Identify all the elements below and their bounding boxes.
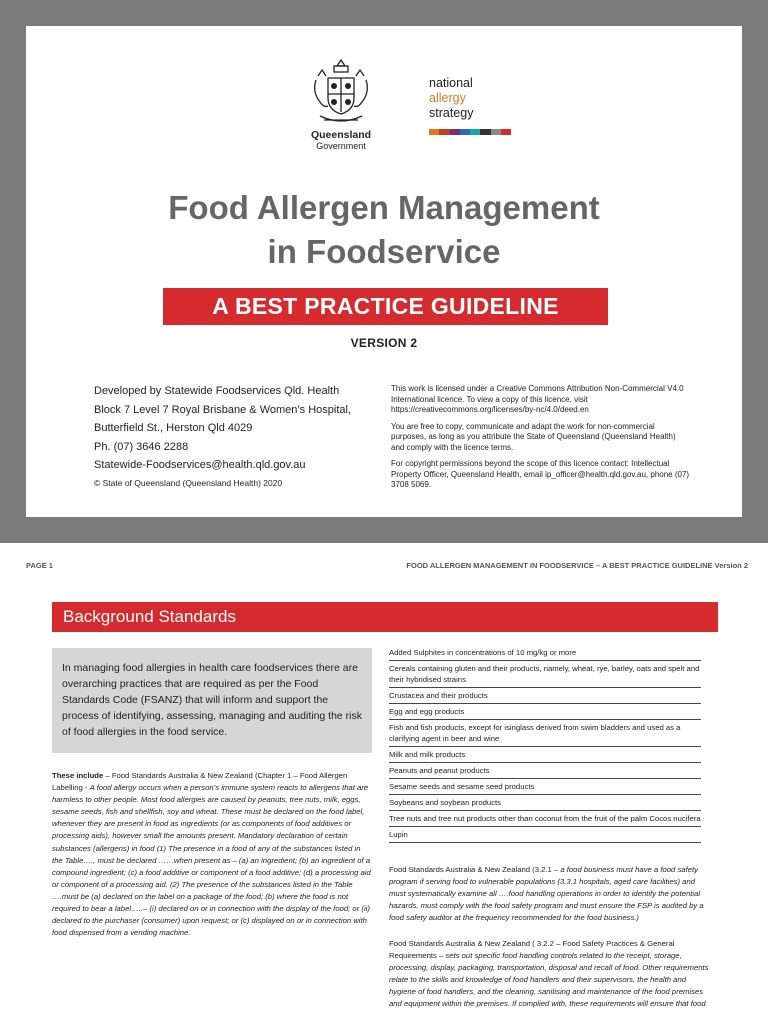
allergen-list [389,645,701,843]
list-item: Lupin [389,827,701,843]
cover-page [26,26,742,517]
copyright-notice: © State of Queensland (Queensland Health) 2020 [94,478,283,488]
nas-color-stripe [439,129,449,135]
nas-line-2: allergy [429,91,466,105]
nas-line-3: strategy [429,106,474,120]
government-wordmark: Government [316,141,366,151]
section-heading: Background Standards [52,602,718,632]
developer-contact-block [94,382,374,475]
list-item: Crustacea and their products [389,688,701,704]
licence-paragraph: You are free to copy, communicate and adapt the work for non-commercial purposes, as long as you attribute the State of Queensland (Queensland Health) and comply with the licence terms. [391,421,676,452]
list-item: Peanuts and peanut products [389,763,701,779]
nas-color-stripe [501,129,511,135]
food-safety-practices-paragraph [389,938,711,1011]
list-item: Added Sulphites in concentrations of 10 mg/kg or more [389,645,701,661]
queensland-government-logo [296,56,386,176]
intro-callout: In managing food allergies in health care foodservices there are overarching practices that are required as per the Food Standards Code (FSANZ) that will inform and support the process of identifying, assessing, managing and auditing the risk of food allergies in the food service. [52,648,372,753]
running-version: Version 2 [714,561,748,570]
list-item: Cereals containing gluten and their products, namely, wheat, rye, barley, oats and spelt and their hybridised strains [389,661,701,688]
paragraph-body: a food business must have a food safety program if serving food to vulnerable populations (3.3.1 hospitals, aged care facilities) and must systematically examine all ….food handling operations in order to identify the potential hazards, must comply with the food safety program and must ensure the FSP is audited by a food safety auditor at the frequency recommended for the food business.) [389,865,704,923]
list-item: Fish and fish products, except for isinglass derived from swim bladders and used as a clarifying agent in beer and wine [389,720,701,747]
paragraph-lead: Food Standards Australia & New Zealand ( 3.2.2 – Food Safety Practices & General Requirements – [389,939,675,961]
page-1 [0,543,768,1024]
licence-block [391,384,691,497]
list-item: Soybeans and soybean products [389,795,701,811]
queensland-crest-icon [310,56,372,128]
list-item: Sesame seeds and sesame seed products [389,779,701,795]
paragraph-lead-text: – Food Standards Australia & New Zealand (Chapter 1 – Food Allergen Labelling - [52,771,348,793]
licence-paragraph: For copyright permissions beyond the scope of this licence contact: Intellectual Property Officer, Queensland Health, email ip_officer@health.qld.gov.au, phone (07) 3708 5069. [391,459,690,489]
nas-line-1: national [429,76,473,90]
cover-title-line-1: Food Allergen Management [168,189,600,226]
licence-paragraph: This work is licensed under a Creative Commons Attribution Non-Commercial V4.0 International licence. To view a copy of this licence, visit https://creativecommons.org/licenses/by-nc/4.0/deed.en [391,384,684,414]
version-label: VERSION 2 [350,336,418,350]
nas-color-stripe [460,129,470,135]
phone-line: Ph. (07) 3646 2288 [94,440,189,453]
nas-color-stripe [429,129,439,135]
food-allergen-labelling-paragraph [52,770,372,939]
paragraph-lead: Food Standards Australia & New Zealand (3.2.1 – [389,865,561,874]
list-item: Egg and egg products [389,704,701,720]
nas-color-stripe [450,129,460,135]
national-allergy-strategy-logo [429,76,519,135]
food-safety-program-paragraph [389,864,711,924]
address-line: Block 7 Level 7 Royal Brisbane & Women’s Hospital, [94,403,351,416]
developer-line: Developed by Statewide Foodservices Qld. Health [94,385,340,397]
nas-color-stripe [491,129,501,135]
paragraph-body: sets out specific food handling controls related to the receipt, storage, processing, display, packaging, transportation, disposal and recall of food. Other requirements relate to the skills and knowledge of food handlers and their supervisors, the health and hygiene of food handlers, and the cleaning, sanitising and maintenance of the food premises and equipment within the premises. If complied with, these requirements will ensure that food [389,951,709,1009]
running-header [406,561,748,570]
list-item: Milk and milk products [389,747,701,763]
page-number: PAGE 1 [26,561,53,570]
email-link[interactable]: Statewide-Foodservices@health.qld.gov.au [94,459,306,471]
queensland-wordmark: Queensland [310,129,372,141]
cover-title-line-2: in Foodservice [267,233,501,270]
cover-title [26,186,742,274]
nas-color-stripe [480,129,490,135]
paragraph-body: A food allergy occurs when a person’s immune system reacts to allergens that are harmless to other people. Most food allergies are caused by peanuts, tree nuts, milk, eggs, sesame seeds, fish and shellfish, soy and wheat. These must be declared on the food label, whenever they are present in food as ingredients (or as components of food additives or processing aids), however small the amounts present. Mandatory declaration of certain substances (allergens) in food (1) The presence in a food of any of the substances listed in the Table…., must be declared ……when present as – (a) an ingredient; (b) an ingredient of a compound ingredient; (c) a food additive or component of a food additive; (d) a processing aid or component of a processing aid. (2) The presence of the substances listed in the Table ….must be (a) declared on the label on a package of the food; (b) where the food is not required to bear a label…..– (i) declared on or in connection with the display of the food; or (ii) declared to the purchaser (consumer) upon request; or (c) displayed on or in connection with food dispensed from a vending machine. [52,783,371,938]
paragraph-lead-bold: These include [52,771,104,780]
running-title: FOOD ALLERGEN MANAGEMENT IN FOODSERVICE – A BEST PRACTICE GUIDELINE [406,561,713,570]
list-item: Tree nuts and tree nut products other than coconut from the fruit of the palm Cocos nucifera [389,811,701,827]
nas-color-stripe [470,129,480,135]
address-line: Butterfield St., Herston Qld 4029 [94,422,253,434]
nas-color-bar [429,129,511,135]
guideline-banner: A BEST PRACTICE GUIDELINE [163,288,608,325]
